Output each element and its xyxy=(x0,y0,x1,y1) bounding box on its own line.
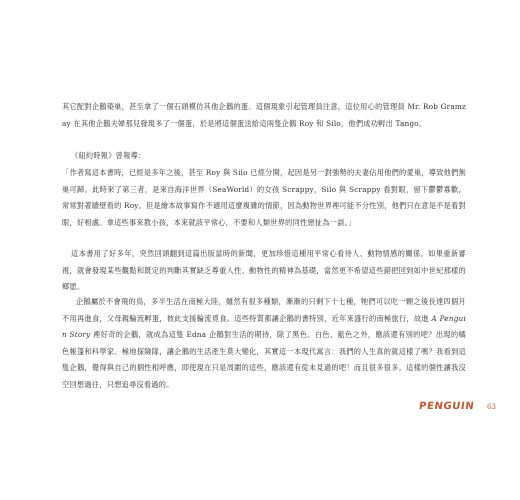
body-paragraph-4 xyxy=(62,294,466,393)
book-title-italic: A Penguin Story xyxy=(62,313,466,339)
body-paragraph-2: 《紐約時報》曾報導： xyxy=(71,151,146,160)
paragraph-4-part-1: 企鵝屬於不會飛的鳥，多半生活在南極大陸，雖然有很多種類，漸漸的只剩下十七種，牠們可以吃一顆之後長達四個月不用再進食，父母親輪流孵蛋，彼此支援輪流覓食。這些特質都讓企鵝的書特別，近年來盛行的南極旅行，故進 xyxy=(62,297,466,323)
running-footer-label: PENGUIN xyxy=(418,401,475,412)
body-paragraph-3: 這本書用了好多年，突然回頭翻到這篇出版當時的新聞，更加珍惜這種用平常心看待人、動物情感的關係。如果重新審視，就會發現某些觀點和既定的判斷其實缺乏尊重人性、動物性的精神為基礎，當然更不希望這些錯把回到如中世紀那樣的鄉愿。 xyxy=(62,249,466,291)
quote-paragraph: 「作者寫這本書時，已經是多年之後，甚至 Roy 與 Silo 已經分開，起因是另一對強勢的夫妻佔用他們的愛巢，導致他們無巢可歸。此時來了第三者，是來自海洋世界（SeaWorld）的女孩 Scrappy，Silo 與 Scrappy 看對眼，留下鬱鬱寡歡，常常對著牆壁看的 Roy。但是繪本故事寫作不適用這麼複雜的情節，因為動物世界裡可能不分性別，他們只在意是不是看對眼，好相處。拿這些事來教小孩，本來就該平常心，不要和人類世界的同性戀扯為一談。」 xyxy=(62,168,466,227)
body-paragraph-1: 其它配對企鵝築巢，甚至拿了一個石頭模仿其他企鵝的蛋。這個現象引起管理員注意，這位用心的管理員 Mr. Rob Gramzay 在其他企鵝夫婦那兒發現多了一個蛋，於是將這個蛋送給這兩隻企鵝 Roy 和 Silo，他們成功孵出 Tango。 xyxy=(62,102,466,128)
page-number: 63 xyxy=(487,403,496,411)
paragraph-4-part-2: 裡好奇的企鵝，就成為這隻 Edna 企鵝對生活的期待，除了黑色、白色、藍色之外，應該還有別的吧？出現的橘色帳篷和科學家、極地探險隊，讓企鵝的生活產生莫大變化，其實這一本現代寓言：我們的人生真的就這樣了嗎？我看到這隻企鵝，覺得與自己的個性相呼應，即使現在只是周圍的這些，應該還有從未見過的吧！而且很多很多。這樣的個性讓我沒空回想過往，只想追尋沒看過的。 xyxy=(62,330,466,389)
